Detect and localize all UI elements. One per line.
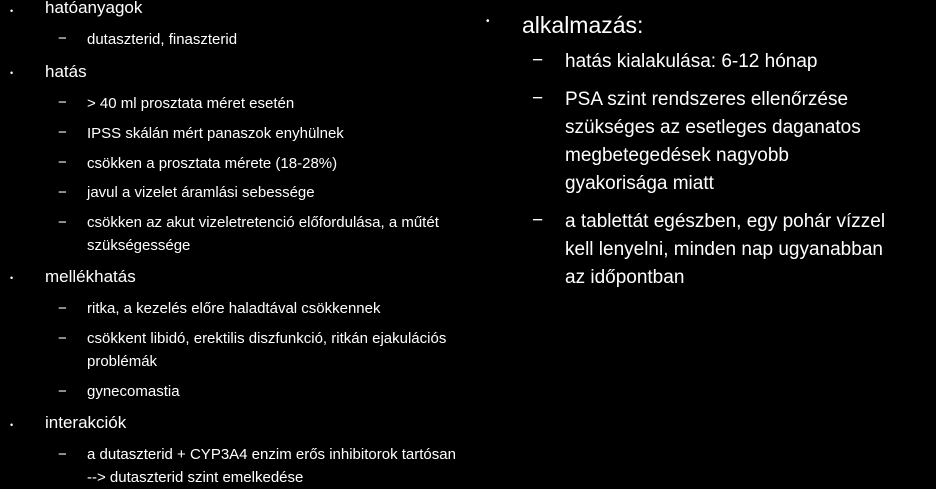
dash-icon: −: [532, 88, 544, 109]
section-title-mellekhatas: mellékhatás: [45, 267, 136, 286]
bullet-icon: •: [10, 273, 14, 283]
dash-icon: −: [532, 210, 544, 231]
dash-icon: −: [58, 124, 67, 141]
list-item: javul a vizelet áramlási sebessége: [87, 184, 315, 201]
list-item: ritka, a kezelés előre haladtával csökkennek: [87, 300, 381, 317]
dash-icon: −: [58, 154, 67, 171]
list-item: gynecomastia: [87, 383, 180, 400]
list-item: hatás kialakulása: 6-12 hónap: [565, 51, 818, 72]
dash-icon: −: [58, 446, 67, 463]
dash-icon: −: [58, 214, 67, 231]
list-item: dutaszterid, finaszterid: [87, 31, 238, 48]
dash-icon: −: [58, 300, 67, 317]
list-item: > 40 ml prosztata méret esetén: [87, 95, 295, 112]
dash-icon: −: [58, 30, 67, 47]
dash-icon: −: [58, 184, 67, 201]
dash-icon: −: [58, 330, 67, 347]
list-item: csökken az akut vizeletretenció előfordulása, a műtét szükségessége: [87, 214, 439, 254]
bullet-icon: •: [10, 68, 14, 78]
section-title-alkalmazas: alkalmazás:: [522, 12, 644, 38]
list-item: IPSS skálán mért panaszok enyhülnek: [87, 125, 344, 142]
list-item: PSA szint rendszeres ellenőrzése szükséges az esetleges daganatos megbetegedések nagyobb gyakorisága miatt: [565, 89, 861, 194]
dash-icon: −: [58, 383, 67, 400]
bullet-icon: •: [10, 420, 14, 430]
dash-icon: −: [58, 94, 67, 111]
list-item: a dutaszterid + CYP3A4 enzim erős inhibitorok tartósan --> dutaszterid szint emelkedése: [87, 446, 456, 486]
list-item: csökkent libidó, erektilis diszfunkció, ritkán ejakulációs problémák: [87, 330, 447, 370]
dash-icon: −: [532, 50, 544, 71]
list-item: a tablettát egészben, egy pohár vízzel kell lenyelni, minden nap ugyanabban az időpontban: [565, 211, 886, 288]
list-item: csökken a prosztata mérete (18-28%): [87, 155, 338, 172]
section-title-interakciok: interakciók: [45, 413, 127, 432]
bullet-icon: •: [486, 16, 490, 27]
bullet-icon: •: [10, 6, 14, 16]
section-title-hatas: hatás: [45, 62, 87, 81]
section-title-hatoanyagok: hatóanyagok: [45, 0, 143, 17]
